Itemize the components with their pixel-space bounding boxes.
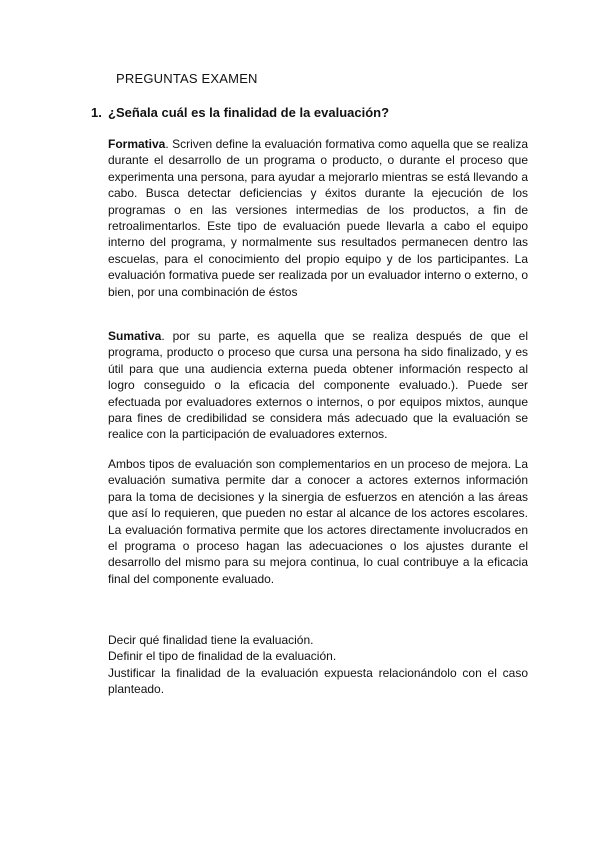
task-item: Justificar la finalidad de la evaluación expuesta relacionándolo con el caso planteado. [108,665,528,697]
ambos-paragraph: Ambos tipos de evaluación son complementarios en un proceso de mejora. La evaluación sumativa permite dar a conocer a actores externos información para la toma de decisiones y la sinergia de esfuerzos en atención a las áreas que así lo requieren, que pueden no estar al alcance de los actores escolares. La evaluación formativa permite que los actores directamente involucrados en el programa o proceso hagan las adecuaciones o los ajustes durante el desarrollo del mismo para su mejora continua, lo cual contribuye a la eficacia final del componente evaluado. [108,457,528,586]
formativa-term: Formativa [108,137,166,151]
task-item: Decir qué finalidad tiene la evaluación. [108,633,314,647]
question-heading [91,105,389,120]
task-list [108,632,528,698]
question-number: 1. [91,105,102,120]
task-item: Definir el tipo de finalidad de la evaluación. [108,649,337,664]
sumativa-term: Sumativa [108,329,162,343]
sumativa-text: . por su parte, es aquella que se realiza después de que el programa, producto o proceso que cursa una persona ha sido finalizado, y es útil para que una audiencia externa pueda obtener información respecto al logro conseguido o la eficacia del componente evaluado.). Puede ser efectuada por evaluadores externos o internos, o por equipos mixtos, aunque para fines de credibilidad se considera más adecuado que la evaluación se realice con la participación de evaluadores externos. [108,329,528,442]
formativa-text: . Scriven define la evaluación formativa como aquella que se realiza durante el desarrollo de un programa o producto, o durante el proceso que experimenta una persona, para ayudar a mejorarlo mientras se está llevando a cabo. Busca detectar deficiencias y éxitos durante la ejecución de los programas o en las versiones intermedias de los productos, a fin de retroalimentarlos. Este tipo de evaluación puede llevarla a cabo el equipo interno del programa, y normalmente sus resultados permanecen dentro las escuelas, para el conocimiento del propio equipo y de los participantes. La evaluación formativa puede ser realizada por un evaluador interno o externo, o bien, por una combinación de éstos [108,137,528,299]
formativa-paragraph [108,136,528,300]
sumativa-paragraph [108,328,528,443]
page-title: PREGUNTAS EXAMEN [116,71,258,86]
question-text: ¿Señala cuál es la finalidad de la evaluación? [108,105,390,120]
